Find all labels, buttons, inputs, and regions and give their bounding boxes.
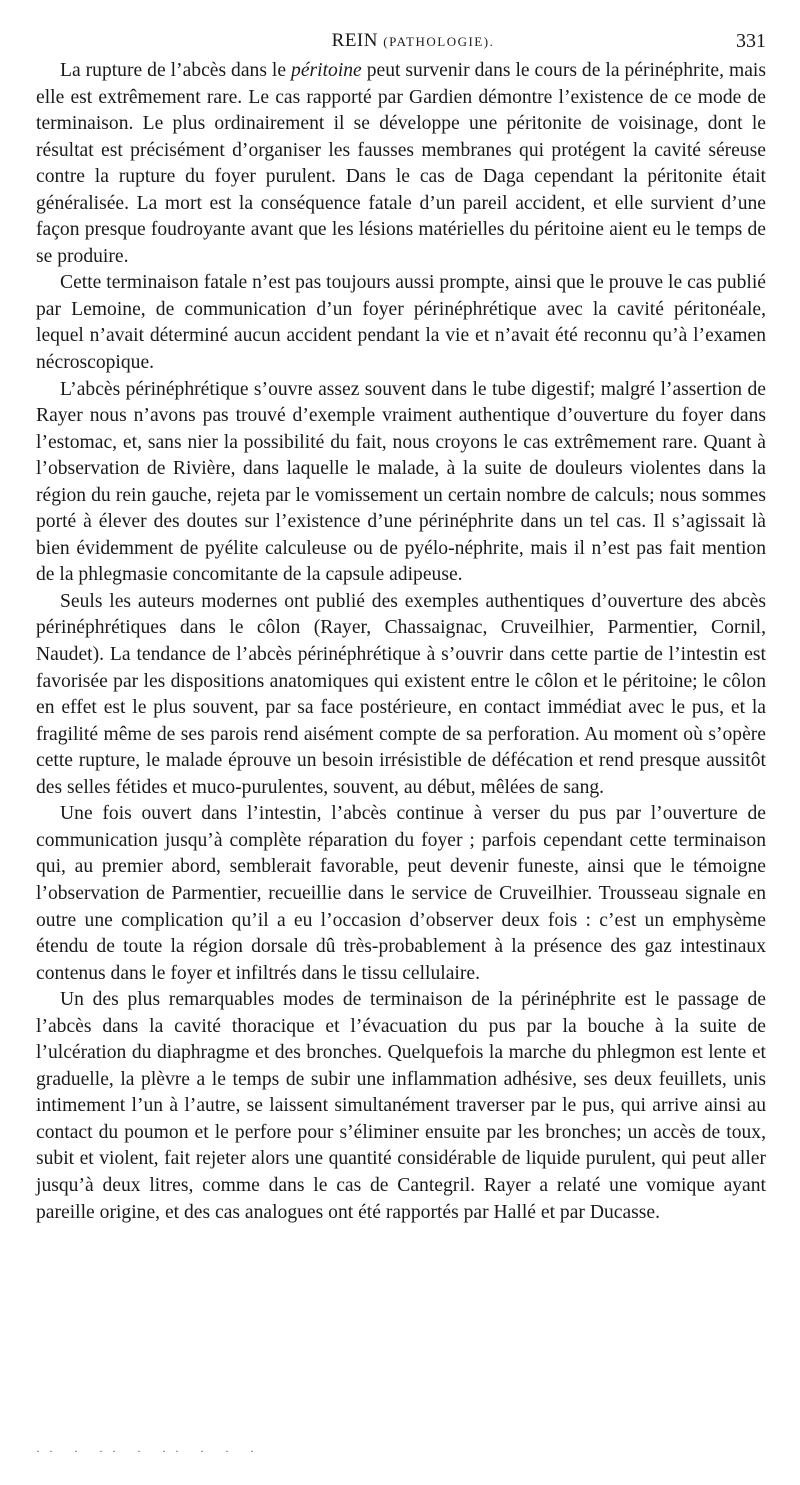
- paragraph-6: Un des plus remarquables modes de terminaison de la périnéphrite est le passage de l’abcès dans la cavité thoracique et l’évacuation du pus par la bouche à la suite de l’ulcération du diaphragme et des bronches. Quelquefois la marche du phlegmon est lente et graduelle, la plèvre a le temps de subir une inflammation adhésive, ses deux feuillets, unis intimement l’un à l’autre, se laissent simultanément traverser par le pus, qui arrive ainsi au contact du poumon et le perfore pour s’éliminer ensuite par les bronches; un accès de toux, subit et violent, fait rejeter alors une quantité considérable de liquide purulent, qui peut aller jusqu’à deux litres, comme dans le cas de Cantegril. Rayer a relaté une vomique ayant pareille origine, et des cas analogues ont été rapportés par Hallé et par Ducasse.: [36, 989, 766, 1223]
- footer-scan-marks: ·· · ·· · ·· · · ·: [36, 1444, 263, 1458]
- running-title-section: (PATHOLOGIE).: [383, 34, 495, 49]
- running-title-main: REIN: [331, 30, 378, 51]
- paragraph-1-rest: peut survenir dans le cours de la périnéphrite, mais elle est extrêmement rare. Le cas rapporté par Gardien démontre l’existence de ce mode de terminaison. Le plus ordinairement il se développe une péritonite de voisinage, dont le résultat est précisément d’organiser les fausses membranes qui protégent la cavité séreuse contre la rupture du foyer purulent. Dans le cas de Daga cependant la péritonite était généralisée. La mort est la conséquence fatale d’un pareil accident, et elle survient d’une façon presque foudroyante avant que les lésions matérielles du péritoine aient eu le temps de se produire.: [36, 60, 766, 267]
- paragraph-5: Une fois ouvert dans l’intestin, l’abcès continue à verser du pus par l’ouverture de communication jusqu’à complète réparation du foyer ; parfois cependant cette terminaison qui, au premier abord, semblerait favorable, peut devenir funeste, ainsi que le témoigne l’observation de Parmentier, recueillie dans le service de Cruveilhier. Trousseau signale en outre une complication qu’il a eu l’occasion d’observer deux fois : c’est un emphysème étendu de toute la région dorsale dû très-probablement à la présence des gaz intestinaux contenus dans le foyer et infiltrés dans le tissu cellulaire.: [36, 803, 766, 984]
- paragraph-1: [36, 58, 766, 270]
- paragraph-2: Cette terminaison fatale n’est pas toujours aussi prompte, ainsi que le prouve le cas publié par Lemoine, de communication d’un foyer périnéphrétique avec la cavité péritonéale, lequel n’avait déterminé aucun accident pendant la vie et n’avait été reconnu qu’à l’examen nécroscopique.: [36, 272, 766, 374]
- paragraph-3: L’abcès périnéphrétique s’ouvre assez souvent dans le tube digestif; malgré l’assertion de Rayer nous n’avons pas trouvé d’exemple vraiment authentique d’ouverture du foyer dans l’estomac, et, sans nier la possibilité du fait, nous croyons le cas extrêmement rare. Quant à l’observation de Rivière, dans laquelle le malade, à la suite de douleurs violentes dans la région du rein gauche, rejeta par le vomissement un certain nombre de calculs; nous sommes porté à élever des doutes sur l’existence d’une périnéphrite dans un tel cas. Il s’agissait là bien évidemment de pyélite calculeuse ou de pyélo-néphrite, mais il n’est pas fait mention de la phlegmasie concomitante de la capsule adipeuse.: [36, 378, 766, 586]
- running-head: [60, 30, 766, 58]
- body-text: [36, 58, 766, 1226]
- emphasis-peritoine: péritoine: [291, 60, 362, 81]
- page-number: 331: [736, 30, 766, 52]
- paragraph-1-lead: La rupture de l’abcès dans le: [60, 60, 292, 81]
- running-title: [60, 30, 766, 52]
- paragraph-4: Seuls les auteurs modernes ont publié des exemples authentiques d’ouverture des abcès périnéphrétiques dans le côlon (Rayer, Chassaignac, Cruveilhier, Parmentier, Cornil, Naudet). La tendance de l’abcès périnéphrétique à s’ouvrir dans cette partie de l’intestin est favorisée par les dispositions anatomiques qui existent entre le côlon et le péritoine; le côlon en effet est le plus souvent, par sa face postérieure, en contact immédiat avec le pus, et la fragilité même de ses parois rend aisément compte de sa perforation. Au moment où s’opère cette rupture, le malade éprouve un besoin irrésistible de défécation et rend presque aussitôt des selles fétides et muco-purulentes, souvent, au début, mêlées de sang.: [36, 590, 766, 798]
